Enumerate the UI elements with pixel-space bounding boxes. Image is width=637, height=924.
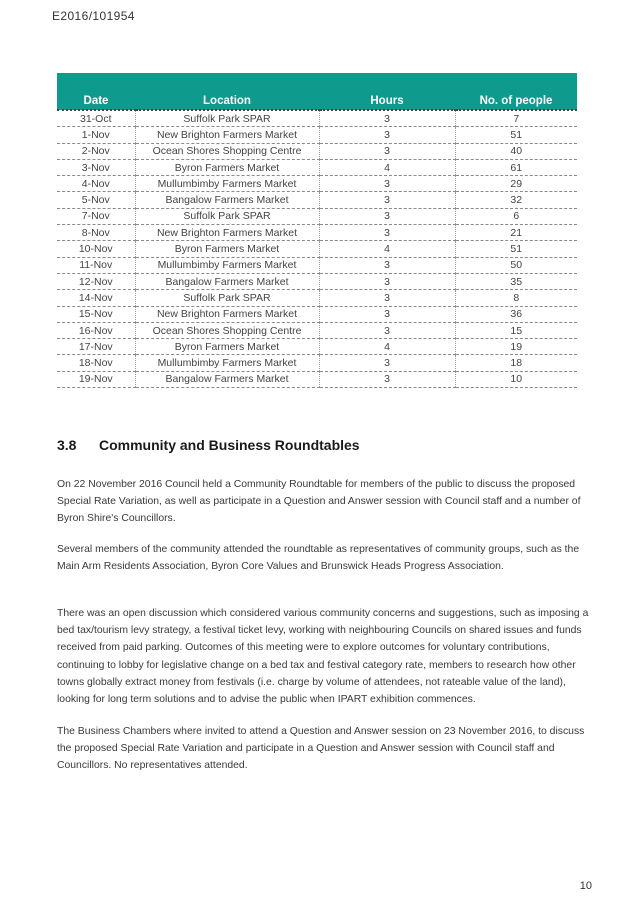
paragraph-business-chambers: The Business Chambers where invited to attend a Question and Answer session on 23 November 2016, to discuss the proposed Special Rate Variation and participate in a Question and Answer session with Council staff and Councillors. No representatives attended. xyxy=(57,726,585,772)
header-date: Date xyxy=(57,73,135,110)
cell-date: 2-Nov xyxy=(57,143,135,159)
cell-location: Mullumbimby Farmers Market xyxy=(135,355,319,371)
table-row xyxy=(57,290,577,306)
cell-location: Mullumbimby Farmers Market xyxy=(135,176,319,192)
cell-hours: 3 xyxy=(319,208,455,224)
cell-people: 7 xyxy=(455,110,577,127)
paragraph-roundtable: On 22 November 2016 Council held a Community Roundtable for members of the public to discuss the proposed Special Rate Variation, as well as participate in a Question and Answer session with Council staff and a number of Byron Shire's Councillors. xyxy=(57,479,581,525)
document-reference: E2016/101954 xyxy=(52,9,135,23)
cell-date: 10-Nov xyxy=(57,241,135,257)
cell-people: 18 xyxy=(455,355,577,371)
cell-date: 4-Nov xyxy=(57,176,135,192)
cell-people: 40 xyxy=(455,143,577,159)
cell-date: 7-Nov xyxy=(57,208,135,224)
cell-location: New Brighton Farmers Market xyxy=(135,306,319,322)
cell-location: Suffolk Park SPAR xyxy=(135,110,319,127)
cell-location: Suffolk Park SPAR xyxy=(135,290,319,306)
cell-date: 1-Nov xyxy=(57,127,135,143)
cell-people: 6 xyxy=(455,208,577,224)
cell-hours: 3 xyxy=(319,322,455,338)
table-row xyxy=(57,127,577,143)
cell-people: 29 xyxy=(455,176,577,192)
cell-location: Mullumbimby Farmers Market xyxy=(135,257,319,273)
cell-location: Bangalow Farmers Market xyxy=(135,371,319,387)
cell-date: 18-Nov xyxy=(57,355,135,371)
cell-people: 21 xyxy=(455,225,577,241)
table-row xyxy=(57,371,577,387)
table-row xyxy=(57,322,577,338)
cell-people: 35 xyxy=(455,273,577,289)
cell-people: 51 xyxy=(455,127,577,143)
cell-location: Ocean Shores Shopping Centre xyxy=(135,322,319,338)
section-heading xyxy=(57,437,360,453)
cell-hours: 3 xyxy=(319,306,455,322)
cell-date: 5-Nov xyxy=(57,192,135,208)
page-number: 10 xyxy=(579,880,592,892)
header-location: Location xyxy=(135,73,319,110)
table-row xyxy=(57,176,577,192)
cell-people: 15 xyxy=(455,322,577,338)
engagement-sessions-table xyxy=(57,73,577,388)
cell-people: 50 xyxy=(455,257,577,273)
cell-location: New Brighton Farmers Market xyxy=(135,127,319,143)
paragraph-discussion: There was an open discussion which considered various community concerns and suggestions, such as imposing a bed tax/tourism levy strategy, a festival ticket levy, working with neighbouring Councils on shared issues and funds received from paid parking. Outcomes of this meeting were to explore outcomes for voluntary contributions, continuing to lobby for legislative change on a bed tax and festival category rate, members to research how other towns globally extract money from festivals (i.e. charge by volume of attendees, not rateable value of the land), looking for long term solutions and to advise the public when IPART exhibition commences. xyxy=(57,608,589,706)
cell-date: 16-Nov xyxy=(57,322,135,338)
cell-hours: 3 xyxy=(319,355,455,371)
cell-hours: 3 xyxy=(319,143,455,159)
cell-location: Bangalow Farmers Market xyxy=(135,192,319,208)
cell-hours: 3 xyxy=(319,371,455,387)
cell-hours: 3 xyxy=(319,192,455,208)
table-row xyxy=(57,241,577,257)
cell-hours: 3 xyxy=(319,127,455,143)
table-row xyxy=(57,143,577,159)
table-row xyxy=(57,306,577,322)
cell-date: 31-Oct xyxy=(57,110,135,127)
table-header-row xyxy=(57,73,577,110)
table-row xyxy=(57,355,577,371)
cell-people: 8 xyxy=(455,290,577,306)
cell-date: 19-Nov xyxy=(57,371,135,387)
cell-hours: 3 xyxy=(319,176,455,192)
cell-people: 19 xyxy=(455,339,577,355)
cell-location: Byron Farmers Market xyxy=(135,339,319,355)
cell-hours: 3 xyxy=(319,290,455,306)
cell-hours: 3 xyxy=(319,257,455,273)
cell-date: 17-Nov xyxy=(57,339,135,355)
section-number: 3.8 xyxy=(57,437,77,453)
cell-people: 10 xyxy=(455,371,577,387)
cell-location: Byron Farmers Market xyxy=(135,159,319,175)
cell-people: 51 xyxy=(455,241,577,257)
cell-hours: 3 xyxy=(319,225,455,241)
cell-location: Suffolk Park SPAR xyxy=(135,208,319,224)
table-body xyxy=(57,110,577,388)
cell-people: 32 xyxy=(455,192,577,208)
table-row xyxy=(57,257,577,273)
header-hours: Hours xyxy=(319,73,455,110)
cell-location: Byron Farmers Market xyxy=(135,241,319,257)
cell-date: 8-Nov xyxy=(57,225,135,241)
cell-hours: 4 xyxy=(319,159,455,175)
table-row xyxy=(57,110,577,127)
section-title: Community and Business Roundtables xyxy=(99,437,360,453)
cell-people: 36 xyxy=(455,306,577,322)
cell-hours: 4 xyxy=(319,241,455,257)
cell-hours: 3 xyxy=(319,273,455,289)
cell-date: 3-Nov xyxy=(57,159,135,175)
cell-hours: 4 xyxy=(319,339,455,355)
table-row xyxy=(57,339,577,355)
cell-location: Bangalow Farmers Market xyxy=(135,273,319,289)
cell-location: New Brighton Farmers Market xyxy=(135,225,319,241)
table-row xyxy=(57,225,577,241)
header-people: No. of people xyxy=(455,73,577,110)
cell-date: 15-Nov xyxy=(57,306,135,322)
table-row xyxy=(57,192,577,208)
table-row xyxy=(57,208,577,224)
cell-location: Ocean Shores Shopping Centre xyxy=(135,143,319,159)
cell-people: 61 xyxy=(455,159,577,175)
cell-date: 12-Nov xyxy=(57,273,135,289)
cell-date: 11-Nov xyxy=(57,257,135,273)
cell-hours: 3 xyxy=(319,110,455,127)
table-row xyxy=(57,273,577,289)
table-row xyxy=(57,159,577,175)
cell-date: 14-Nov xyxy=(57,290,135,306)
paragraph-attendees: Several members of the community attended the roundtable as representatives of community groups, such as the Main Arm Residents Association, Byron Core Values and Brunswick Heads Progress Association. xyxy=(57,544,580,573)
